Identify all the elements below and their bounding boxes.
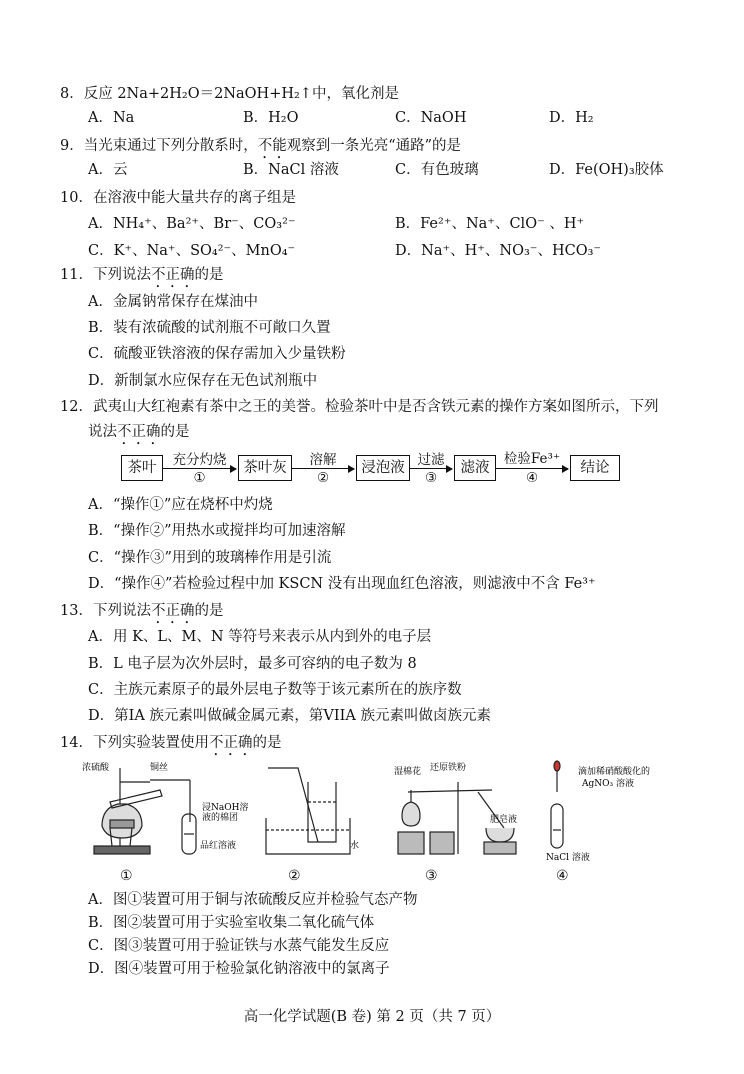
fig1-label-naoh1: 浸NaOH溶 (202, 803, 249, 813)
q9-stem (60, 136, 461, 162)
q9-stem-a: 9．当光束通过下列分散系时， (60, 138, 258, 154)
q8-option-a: A．Na (88, 110, 135, 126)
flow-arrow-2 (292, 468, 354, 469)
q9-option-b: B．NaCl 溶液 (243, 162, 339, 178)
flow-mark-4: ④ (525, 470, 539, 486)
q13-option-c: C．主族元素原子的最外层电子数等于该元素所在的族序数 (88, 682, 462, 698)
q12-stem-emph: 不正确 (117, 424, 161, 440)
q10-stem: 10．在溶液中能大量共存的离子组是 (60, 190, 296, 206)
fig4-label-acid: 滴加稀硝酸酸化的 (578, 767, 651, 777)
fig2-label-water: 水 (350, 841, 360, 851)
q9-option-c: C．有色玻璃 (395, 162, 479, 178)
q8-option-d: D．H₂ (549, 110, 594, 126)
flow-box-conclusion: 结论 (570, 455, 620, 481)
q14-stem-a: 14．下列实验装置使用 (60, 735, 209, 751)
q11-option-a: A．金属钠常保存在煤油中 (88, 294, 258, 310)
flow-box-ash: 茶叶灰 (238, 455, 292, 481)
q9-stem-emph: 不能 (257, 138, 287, 154)
q14-option-c: C．图③装置可用于验证铁与水蒸气能发生反应 (88, 938, 390, 954)
figure-mark-4: ④ (556, 868, 569, 884)
q11-stem (60, 265, 223, 291)
q14-option-b: B．图②装置可用于实验室收集二氧化硫气体 (88, 915, 375, 931)
q13-option-a: A．用 K、L、M、N 等符号来表示从内到外的电子层 (88, 629, 432, 645)
q14-stem-c: 的是 (252, 735, 282, 751)
fig1-label-pinred: 品红溶液 (200, 841, 237, 851)
q11-option-d: D．新制氯水应保存在无色试剂瓶中 (88, 373, 318, 389)
flow-arrow-3 (410, 468, 452, 469)
q9-option-d: D．Fe(OH)₃胶体 (549, 162, 664, 178)
figure-mark-1: ① (120, 868, 133, 884)
figure-mark-3: ③ (425, 868, 438, 884)
q11-stem-a: 11．下列说法 (60, 267, 151, 283)
q10-option-c: C．K⁺、Na⁺、SO₄²⁻、MnO₄⁻ (88, 243, 296, 259)
apparatus-figure-2 (258, 762, 368, 862)
flow-op-4: 检验Fe³⁺ (503, 451, 561, 467)
apparatus-figure-1 (80, 762, 250, 862)
q11-stem-c: 的是 (194, 267, 224, 283)
flow-mark-3: ③ (424, 470, 438, 486)
q12-option-a: A．“操作①”应在烧杯中灼烧 (88, 497, 273, 513)
q12-option-b: B．“操作②”用热水或搅拌均可加速溶解 (88, 523, 346, 539)
flow-op-1: 充分灼烧 (172, 452, 227, 468)
flow-box-filtrate: 滤液 (454, 455, 496, 481)
q12-stem-a: 说法 (88, 424, 117, 440)
q12-stem-line1: 12．武夷山大红袍素有茶中之王的美誉。检验茶叶中是否含铁元素的操作方案如图所示，下列 (60, 399, 659, 415)
q11-option-b: B．装有浓硫酸的试剂瓶不可敞口久置 (88, 320, 331, 336)
fig4-label-agno3: AgNO₃ 溶液 (582, 779, 634, 789)
q8-option-b: B．H₂O (243, 110, 299, 126)
q10-option-d: D．Na⁺、H⁺、NO₃⁻、HCO₃⁻ (395, 243, 602, 259)
flow-mark-2: ② (316, 470, 330, 486)
q12-stem-line2 (88, 422, 190, 448)
q10-option-a: A．NH₄⁺、Ba²⁺、Br⁻、CO₃²⁻ (88, 216, 296, 232)
q9-stem-c: 观察到一条光亮“通路”的是 (286, 138, 462, 154)
q13-stem-emph: 不正确 (150, 603, 195, 619)
q8-stem: 8．反应 2Na+2H₂O＝2NaOH+H₂↑中，氧化剂是 (60, 86, 399, 102)
flow-arrow-1 (163, 468, 236, 469)
flow-box-soak: 浸泡液 (356, 455, 410, 481)
q14-stem (60, 733, 281, 759)
q13-option-d: D．第IA 族元素叫做碱金属元素，第VIIA 族元素叫做卤族元素 (88, 708, 491, 724)
apparatus-figure-4 (540, 760, 690, 864)
q12-stem-c: 的是 (160, 424, 190, 440)
q14-option-d: D．图④装置可用于检验氯化钠溶液中的氯离子 (88, 961, 390, 977)
flow-op-3: 过滤 (417, 452, 445, 468)
q10-option-b: B．Fe²⁺、Na⁺、ClO⁻ 、H⁺ (395, 216, 585, 232)
flow-mark-1: ① (193, 470, 206, 486)
page-footer: 高一化学试题(B 卷) 第 2 页（共 7 页） (243, 1009, 501, 1025)
flow-arrow-4 (496, 468, 568, 469)
fig4-label-nacl: NaCl 溶液 (546, 853, 590, 863)
fig3-label-cotton: 湿棉花 (394, 767, 422, 777)
flow-box-tea: 茶叶 (121, 455, 163, 481)
fig3-label-soap: 肥皂液 (490, 815, 518, 825)
q13-option-b: B．L 电子层为次外层时，最多可容纳的电子数为 8 (88, 656, 417, 672)
q12-option-c: C．“操作③”用到的玻璃棒作用是引流 (88, 550, 332, 566)
figure-mark-2: ② (288, 868, 301, 884)
fig1-label-naoh2: 液的棉团 (202, 813, 239, 823)
q13-stem-a: 13．下列说法 (60, 603, 151, 619)
q8-option-c: C．NaOH (395, 110, 467, 126)
q13-stem-c: 的是 (194, 603, 224, 619)
fig1-label-acid: 浓硫酸 (82, 763, 110, 773)
q13-stem (60, 601, 223, 627)
flow-op-2: 溶解 (309, 452, 337, 468)
q11-stem-emph: 不正确 (150, 267, 195, 283)
q14-stem-emph: 不正确 (208, 735, 253, 751)
apparatus-figure-3 (394, 762, 524, 862)
fig1-label-copper: 铜丝 (150, 763, 169, 773)
q9-option-a: A．云 (88, 162, 128, 178)
q14-option-a: A．图①装置可用于铜与浓硫酸反应并检验气态产物 (88, 892, 418, 908)
q12-option-d: D．“操作④”若检验过程中加 KSCN 没有出现血红色溶液，则滤液中不含 Fe³⁺ (88, 576, 596, 592)
fig3-label-iron: 还原铁粉 (430, 763, 467, 773)
q11-option-c: C．硫酸亚铁溶液的保存需加入少量铁粉 (88, 346, 346, 362)
